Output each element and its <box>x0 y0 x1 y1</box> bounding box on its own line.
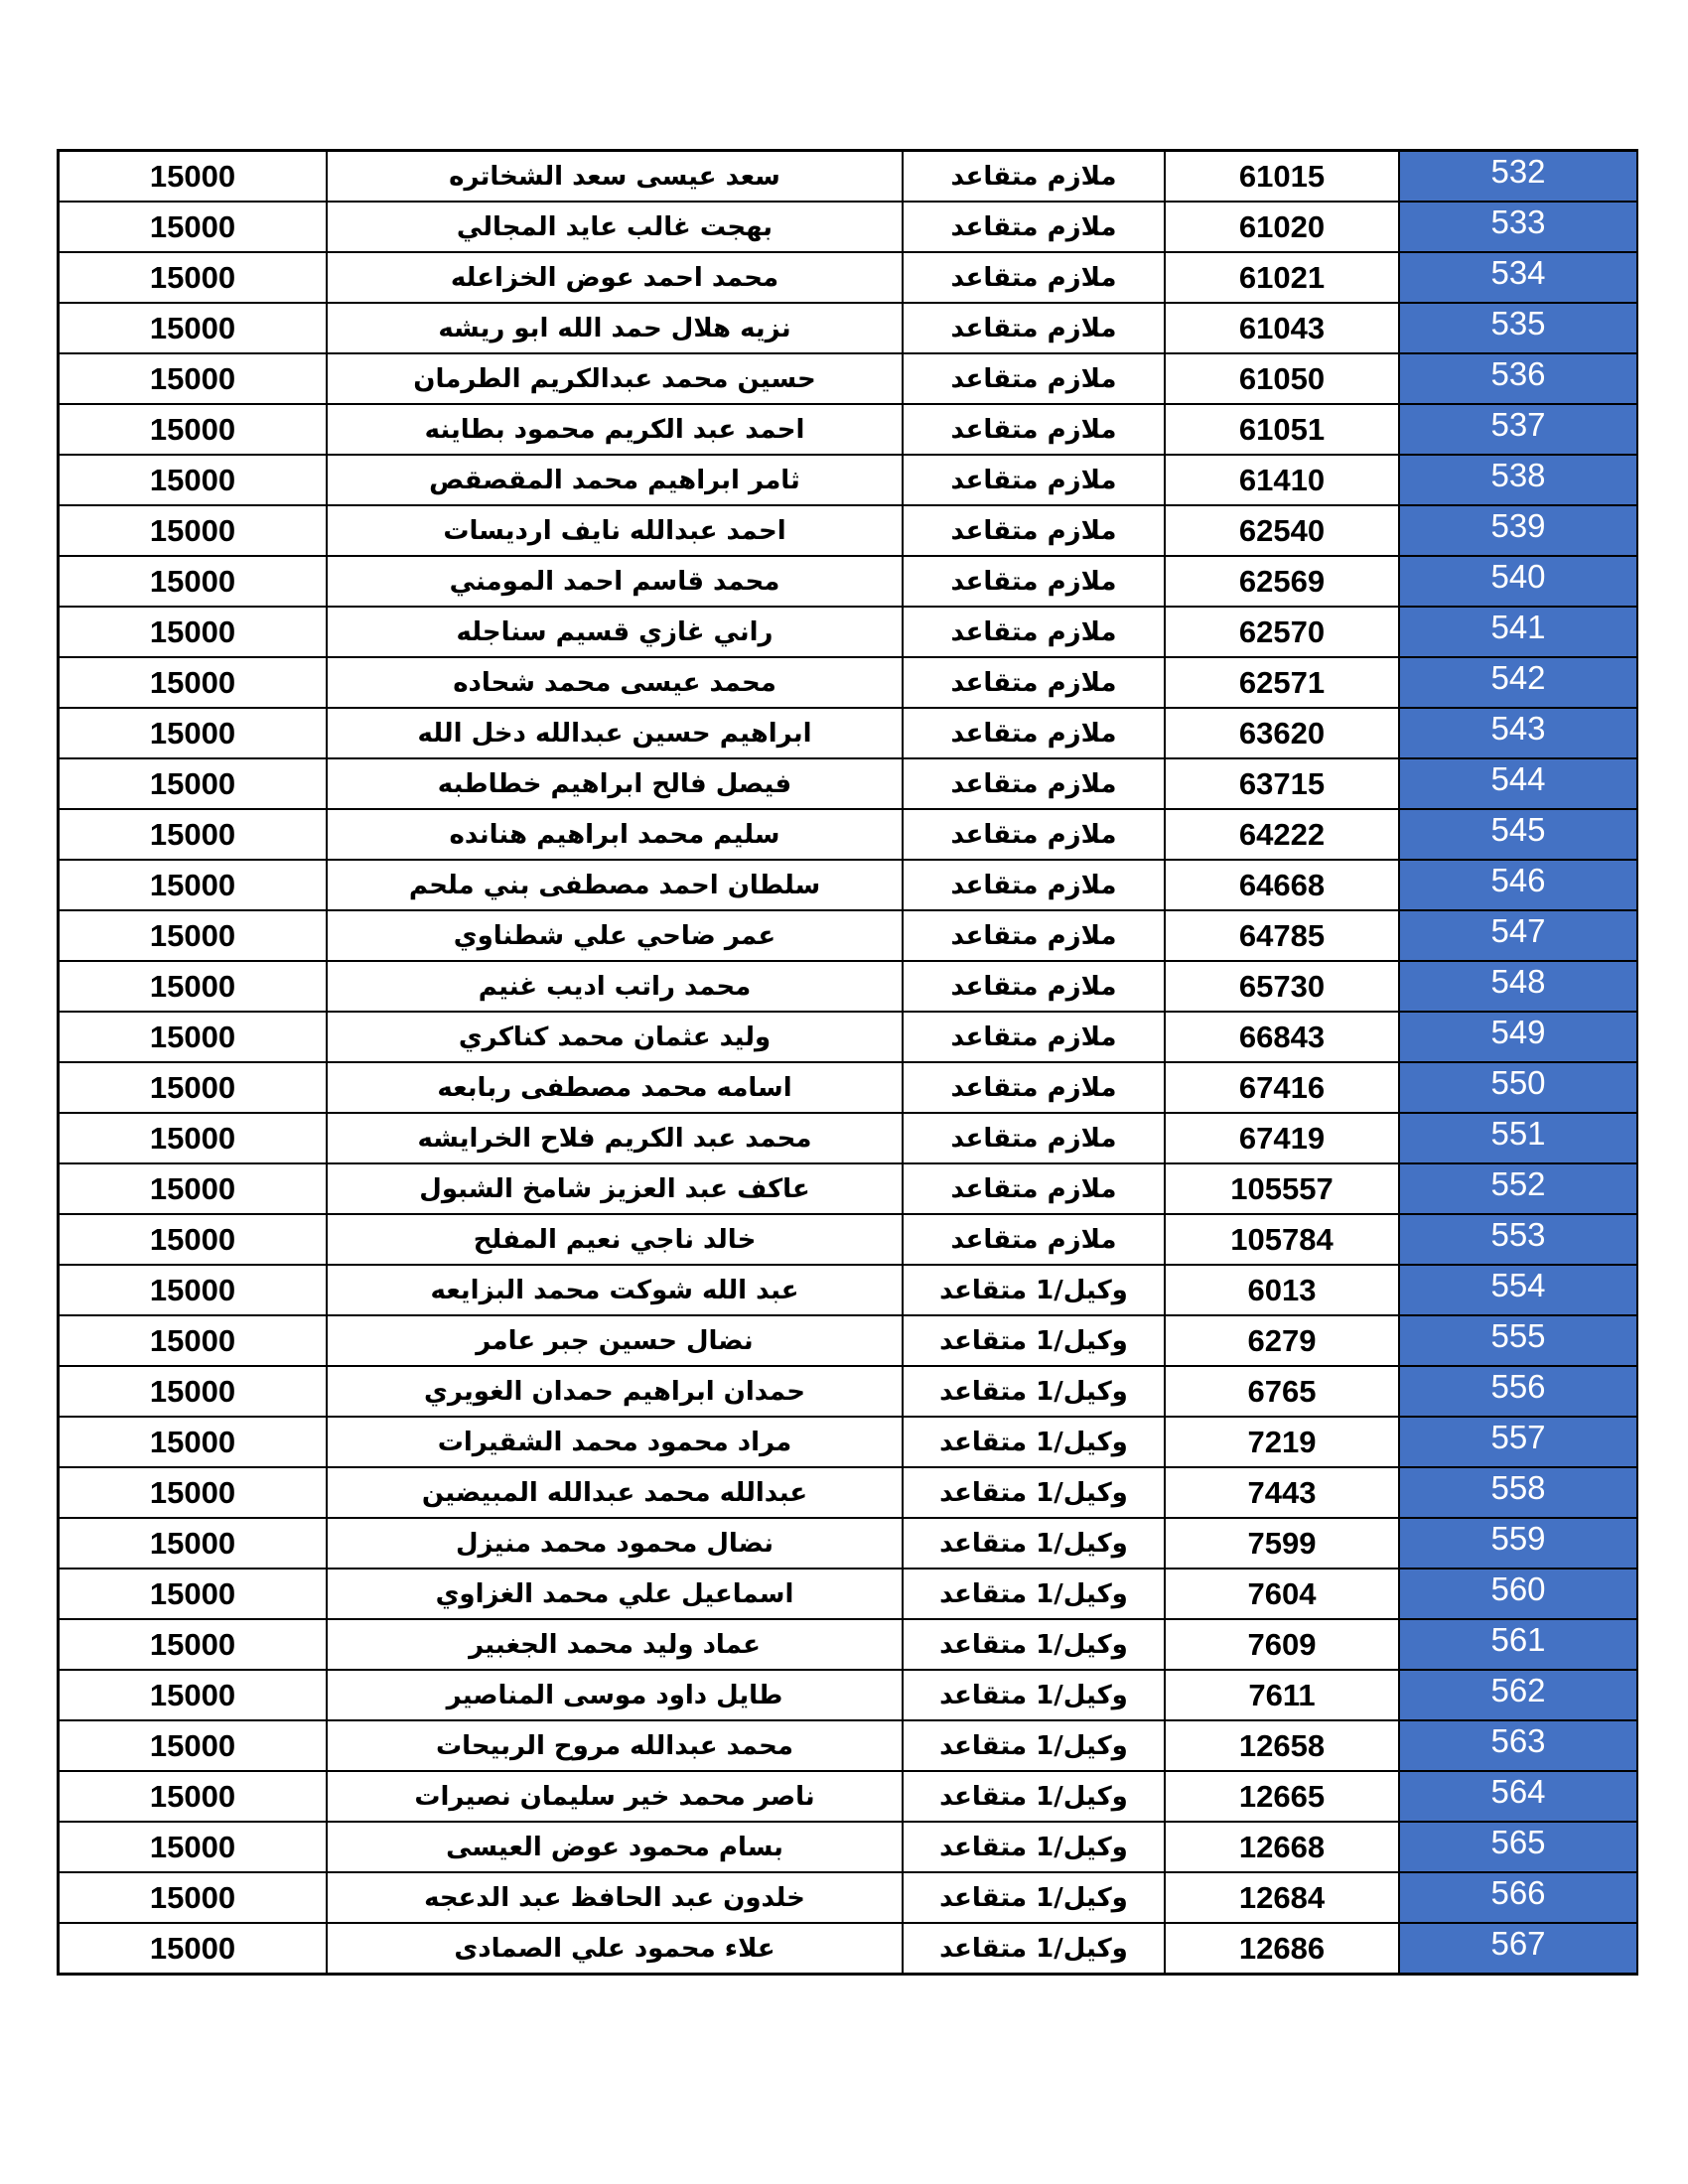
military-number-cell: 12684 <box>1165 1872 1399 1923</box>
sequence-number-cell: 560 <box>1399 1569 1637 1619</box>
name-cell: سعد عيسى سعد الشخاتره <box>327 151 903 203</box>
name-cell: طايل داود موسى المناصير <box>327 1670 903 1720</box>
sequence-number-cell: 539 <box>1399 505 1637 556</box>
amount-cell: 15000 <box>59 1720 328 1771</box>
amount-cell: 15000 <box>59 607 328 657</box>
military-number-cell: 6013 <box>1165 1265 1399 1315</box>
rank-cell: ملازم متقاعد <box>903 657 1165 708</box>
sequence-number-cell: 547 <box>1399 910 1637 961</box>
amount-cell: 15000 <box>59 202 328 252</box>
rank-cell: وكيل/1 متقاعد <box>903 1315 1165 1366</box>
sequence-number-cell: 556 <box>1399 1366 1637 1417</box>
military-number-cell: 61015 <box>1165 151 1399 203</box>
table-row <box>59 1822 1638 1872</box>
amount-cell: 15000 <box>59 1113 328 1163</box>
name-cell: وليد عثمان محمد كناكري <box>327 1012 903 1062</box>
name-cell: عاكف عبد العزيز شامخ الشبول <box>327 1163 903 1214</box>
military-number-cell: 7443 <box>1165 1467 1399 1518</box>
amount-cell: 15000 <box>59 809 328 860</box>
table-row <box>59 1163 1638 1214</box>
military-number-cell: 61050 <box>1165 353 1399 404</box>
military-number-cell: 64668 <box>1165 860 1399 910</box>
name-cell: بهجت غالب عايد المجالي <box>327 202 903 252</box>
sequence-number-cell: 545 <box>1399 809 1637 860</box>
military-number-cell: 7599 <box>1165 1518 1399 1569</box>
name-cell: احمد عبد الكريم محمود بطاينه <box>327 404 903 455</box>
table-row <box>59 1619 1638 1670</box>
table-row <box>59 353 1638 404</box>
military-number-cell: 67419 <box>1165 1113 1399 1163</box>
amount-cell: 15000 <box>59 1366 328 1417</box>
name-cell: خالد ناجي نعيم المفلح <box>327 1214 903 1265</box>
name-cell: عبد الله شوكت محمد البزايعه <box>327 1265 903 1315</box>
rank-cell: ملازم متقاعد <box>903 455 1165 505</box>
name-cell: خلدون عبد الحافظ عبد الدعجه <box>327 1872 903 1923</box>
sequence-number-cell: 536 <box>1399 353 1637 404</box>
name-cell: سليم محمد ابراهيم هنانده <box>327 809 903 860</box>
table-row <box>59 1771 1638 1822</box>
table-row <box>59 202 1638 252</box>
sequence-number-cell: 563 <box>1399 1720 1637 1771</box>
rank-cell: ملازم متقاعد <box>903 1012 1165 1062</box>
amount-cell: 15000 <box>59 556 328 607</box>
sequence-number-cell: 544 <box>1399 758 1637 809</box>
table-row <box>59 1569 1638 1619</box>
sequence-number-cell: 566 <box>1399 1872 1637 1923</box>
sequence-number-cell: 557 <box>1399 1417 1637 1467</box>
rank-cell: ملازم متقاعد <box>903 1214 1165 1265</box>
rank-cell: ملازم متقاعد <box>903 607 1165 657</box>
name-cell: حمدان ابراهيم حمدان الغويري <box>327 1366 903 1417</box>
table-row <box>59 607 1638 657</box>
name-cell: علاء محمود علي الصمادى <box>327 1923 903 1975</box>
rank-cell: ملازم متقاعد <box>903 151 1165 203</box>
sequence-number-cell: 543 <box>1399 708 1637 758</box>
table-row <box>59 151 1638 203</box>
amount-cell: 15000 <box>59 1417 328 1467</box>
amount-cell: 15000 <box>59 455 328 505</box>
name-cell: اسماعيل علي محمد الغزاوي <box>327 1569 903 1619</box>
amount-cell: 15000 <box>59 910 328 961</box>
name-cell: احمد عبدالله نايف ارديسات <box>327 505 903 556</box>
beneficiaries-table <box>57 149 1638 1976</box>
sequence-number-cell: 535 <box>1399 303 1637 353</box>
sequence-number-cell: 550 <box>1399 1062 1637 1113</box>
rank-cell: ملازم متقاعد <box>903 1113 1165 1163</box>
table-row <box>59 1417 1638 1467</box>
military-number-cell: 105557 <box>1165 1163 1399 1214</box>
sequence-number-cell: 534 <box>1399 252 1637 303</box>
table-row <box>59 505 1638 556</box>
rank-cell: ملازم متقاعد <box>903 252 1165 303</box>
military-number-cell: 7604 <box>1165 1569 1399 1619</box>
rank-cell: ملازم متقاعد <box>903 809 1165 860</box>
table-row <box>59 657 1638 708</box>
amount-cell: 15000 <box>59 1518 328 1569</box>
table-row <box>59 1315 1638 1366</box>
name-cell: نضال حسين جبر عامر <box>327 1315 903 1366</box>
rank-cell: وكيل/1 متقاعد <box>903 1518 1165 1569</box>
name-cell: فيصل فالح ابراهيم خطاطبه <box>327 758 903 809</box>
military-number-cell: 12686 <box>1165 1923 1399 1975</box>
military-number-cell: 6765 <box>1165 1366 1399 1417</box>
rank-cell: وكيل/1 متقاعد <box>903 1366 1165 1417</box>
military-number-cell: 63620 <box>1165 708 1399 758</box>
sequence-number-cell: 542 <box>1399 657 1637 708</box>
name-cell: حسين محمد عبدالكريم الطرمان <box>327 353 903 404</box>
sequence-number-cell: 561 <box>1399 1619 1637 1670</box>
table-row <box>59 809 1638 860</box>
amount-cell: 15000 <box>59 1771 328 1822</box>
military-number-cell: 7611 <box>1165 1670 1399 1720</box>
amount-cell: 15000 <box>59 404 328 455</box>
military-number-cell: 63715 <box>1165 758 1399 809</box>
amount-cell: 15000 <box>59 1062 328 1113</box>
table-row <box>59 860 1638 910</box>
rank-cell: وكيل/1 متقاعد <box>903 1417 1165 1467</box>
rank-cell: وكيل/1 متقاعد <box>903 1923 1165 1975</box>
table-row <box>59 1670 1638 1720</box>
rank-cell: ملازم متقاعد <box>903 910 1165 961</box>
table-row <box>59 1467 1638 1518</box>
rank-cell: وكيل/1 متقاعد <box>903 1265 1165 1315</box>
sequence-number-cell: 565 <box>1399 1822 1637 1872</box>
table-row <box>59 1366 1638 1417</box>
amount-cell: 15000 <box>59 505 328 556</box>
military-number-cell: 105784 <box>1165 1214 1399 1265</box>
sequence-number-cell: 532 <box>1399 151 1637 203</box>
military-number-cell: 7219 <box>1165 1417 1399 1467</box>
name-cell: عبدالله محمد عبدالله المبيضين <box>327 1467 903 1518</box>
military-number-cell: 61043 <box>1165 303 1399 353</box>
rank-cell: وكيل/1 متقاعد <box>903 1872 1165 1923</box>
military-number-cell: 62569 <box>1165 556 1399 607</box>
name-cell: ابراهيم حسين عبدالله دخل الله <box>327 708 903 758</box>
sequence-number-cell: 564 <box>1399 1771 1637 1822</box>
table-row <box>59 961 1638 1012</box>
rank-cell: ملازم متقاعد <box>903 1163 1165 1214</box>
name-cell: عماد وليد محمد الجغبير <box>327 1619 903 1670</box>
sequence-number-cell: 562 <box>1399 1670 1637 1720</box>
table-row <box>59 1113 1638 1163</box>
name-cell: مراد محمود محمد الشقيرات <box>327 1417 903 1467</box>
sequence-number-cell: 552 <box>1399 1163 1637 1214</box>
name-cell: محمد عبدالله مروح الربيحات <box>327 1720 903 1771</box>
table-row <box>59 1720 1638 1771</box>
amount-cell: 15000 <box>59 860 328 910</box>
rank-cell: ملازم متقاعد <box>903 505 1165 556</box>
name-cell: نزيه هلال حمد الله ابو ريشه <box>327 303 903 353</box>
sequence-number-cell: 548 <box>1399 961 1637 1012</box>
sequence-number-cell: 555 <box>1399 1315 1637 1366</box>
sequence-number-cell: 554 <box>1399 1265 1637 1315</box>
rank-cell: ملازم متقاعد <box>903 758 1165 809</box>
rank-cell: وكيل/1 متقاعد <box>903 1720 1165 1771</box>
name-cell: سلطان احمد مصطفى بني ملحم <box>327 860 903 910</box>
rank-cell: ملازم متقاعد <box>903 1062 1165 1113</box>
name-cell: محمد عيسى محمد شحاده <box>327 657 903 708</box>
amount-cell: 15000 <box>59 1214 328 1265</box>
table-row <box>59 1518 1638 1569</box>
sequence-number-cell: 551 <box>1399 1113 1637 1163</box>
sequence-number-cell: 537 <box>1399 404 1637 455</box>
table-row <box>59 1265 1638 1315</box>
sequence-number-cell: 567 <box>1399 1923 1637 1975</box>
military-number-cell: 12665 <box>1165 1771 1399 1822</box>
table-row <box>59 404 1638 455</box>
rank-cell: ملازم متقاعد <box>903 860 1165 910</box>
rank-cell: وكيل/1 متقاعد <box>903 1467 1165 1518</box>
sequence-number-cell: 541 <box>1399 607 1637 657</box>
name-cell: محمد قاسم احمد المومني <box>327 556 903 607</box>
rank-cell: وكيل/1 متقاعد <box>903 1771 1165 1822</box>
name-cell: بسام محمود عوض العيسى <box>327 1822 903 1872</box>
amount-cell: 15000 <box>59 1467 328 1518</box>
name-cell: اسامه محمد مصطفى ربابعه <box>327 1062 903 1113</box>
name-cell: ثامر ابراهيم محمد المقصقص <box>327 455 903 505</box>
rank-cell: وكيل/1 متقاعد <box>903 1670 1165 1720</box>
document-page <box>57 149 1625 1976</box>
sequence-number-cell: 559 <box>1399 1518 1637 1569</box>
sequence-number-cell: 553 <box>1399 1214 1637 1265</box>
name-cell: نضال محمود محمد منيزل <box>327 1518 903 1569</box>
sequence-number-cell: 549 <box>1399 1012 1637 1062</box>
amount-cell: 15000 <box>59 1619 328 1670</box>
table-row <box>59 455 1638 505</box>
rank-cell: وكيل/1 متقاعد <box>903 1569 1165 1619</box>
amount-cell: 15000 <box>59 1872 328 1923</box>
amount-cell: 15000 <box>59 1315 328 1366</box>
military-number-cell: 61021 <box>1165 252 1399 303</box>
sequence-number-cell: 558 <box>1399 1467 1637 1518</box>
military-number-cell: 61051 <box>1165 404 1399 455</box>
name-cell: راني غازي قسيم سناجله <box>327 607 903 657</box>
military-number-cell: 12668 <box>1165 1822 1399 1872</box>
amount-cell: 15000 <box>59 303 328 353</box>
amount-cell: 15000 <box>59 1923 328 1975</box>
name-cell: عمر ضاحي علي شطناوي <box>327 910 903 961</box>
amount-cell: 15000 <box>59 961 328 1012</box>
military-number-cell: 67416 <box>1165 1062 1399 1113</box>
military-number-cell: 61410 <box>1165 455 1399 505</box>
rank-cell: ملازم متقاعد <box>903 961 1165 1012</box>
amount-cell: 15000 <box>59 657 328 708</box>
table-body <box>59 151 1638 1975</box>
amount-cell: 15000 <box>59 353 328 404</box>
military-number-cell: 66843 <box>1165 1012 1399 1062</box>
military-number-cell: 7609 <box>1165 1619 1399 1670</box>
rank-cell: ملازم متقاعد <box>903 353 1165 404</box>
amount-cell: 15000 <box>59 1822 328 1872</box>
sequence-number-cell: 540 <box>1399 556 1637 607</box>
sequence-number-cell: 533 <box>1399 202 1637 252</box>
military-number-cell: 64222 <box>1165 809 1399 860</box>
military-number-cell: 65730 <box>1165 961 1399 1012</box>
table-row <box>59 910 1638 961</box>
name-cell: محمد راتب اديب غنيم <box>327 961 903 1012</box>
table-row <box>59 556 1638 607</box>
name-cell: محمد عبد الكريم فلاح الخرايشه <box>327 1113 903 1163</box>
military-number-cell: 12658 <box>1165 1720 1399 1771</box>
amount-cell: 15000 <box>59 1569 328 1619</box>
amount-cell: 15000 <box>59 151 328 203</box>
military-number-cell: 62571 <box>1165 657 1399 708</box>
amount-cell: 15000 <box>59 252 328 303</box>
name-cell: محمد احمد عوض الخزاعله <box>327 252 903 303</box>
table-row <box>59 252 1638 303</box>
name-cell: ناصر محمد خير سليمان نصيرات <box>327 1771 903 1822</box>
table-row <box>59 1872 1638 1923</box>
amount-cell: 15000 <box>59 1163 328 1214</box>
table-row <box>59 303 1638 353</box>
table-row <box>59 1012 1638 1062</box>
amount-cell: 15000 <box>59 1670 328 1720</box>
military-number-cell: 62570 <box>1165 607 1399 657</box>
table-row <box>59 708 1638 758</box>
rank-cell: ملازم متقاعد <box>903 404 1165 455</box>
rank-cell: وكيل/1 متقاعد <box>903 1822 1165 1872</box>
amount-cell: 15000 <box>59 708 328 758</box>
sequence-number-cell: 546 <box>1399 860 1637 910</box>
table-row <box>59 1923 1638 1975</box>
rank-cell: ملازم متقاعد <box>903 708 1165 758</box>
amount-cell: 15000 <box>59 758 328 809</box>
military-number-cell: 61020 <box>1165 202 1399 252</box>
amount-cell: 15000 <box>59 1012 328 1062</box>
table-row <box>59 1214 1638 1265</box>
table-row <box>59 1062 1638 1113</box>
military-number-cell: 62540 <box>1165 505 1399 556</box>
rank-cell: وكيل/1 متقاعد <box>903 1619 1165 1670</box>
military-number-cell: 64785 <box>1165 910 1399 961</box>
rank-cell: ملازم متقاعد <box>903 202 1165 252</box>
amount-cell: 15000 <box>59 1265 328 1315</box>
military-number-cell: 6279 <box>1165 1315 1399 1366</box>
table-row <box>59 758 1638 809</box>
rank-cell: ملازم متقاعد <box>903 303 1165 353</box>
rank-cell: ملازم متقاعد <box>903 556 1165 607</box>
sequence-number-cell: 538 <box>1399 455 1637 505</box>
